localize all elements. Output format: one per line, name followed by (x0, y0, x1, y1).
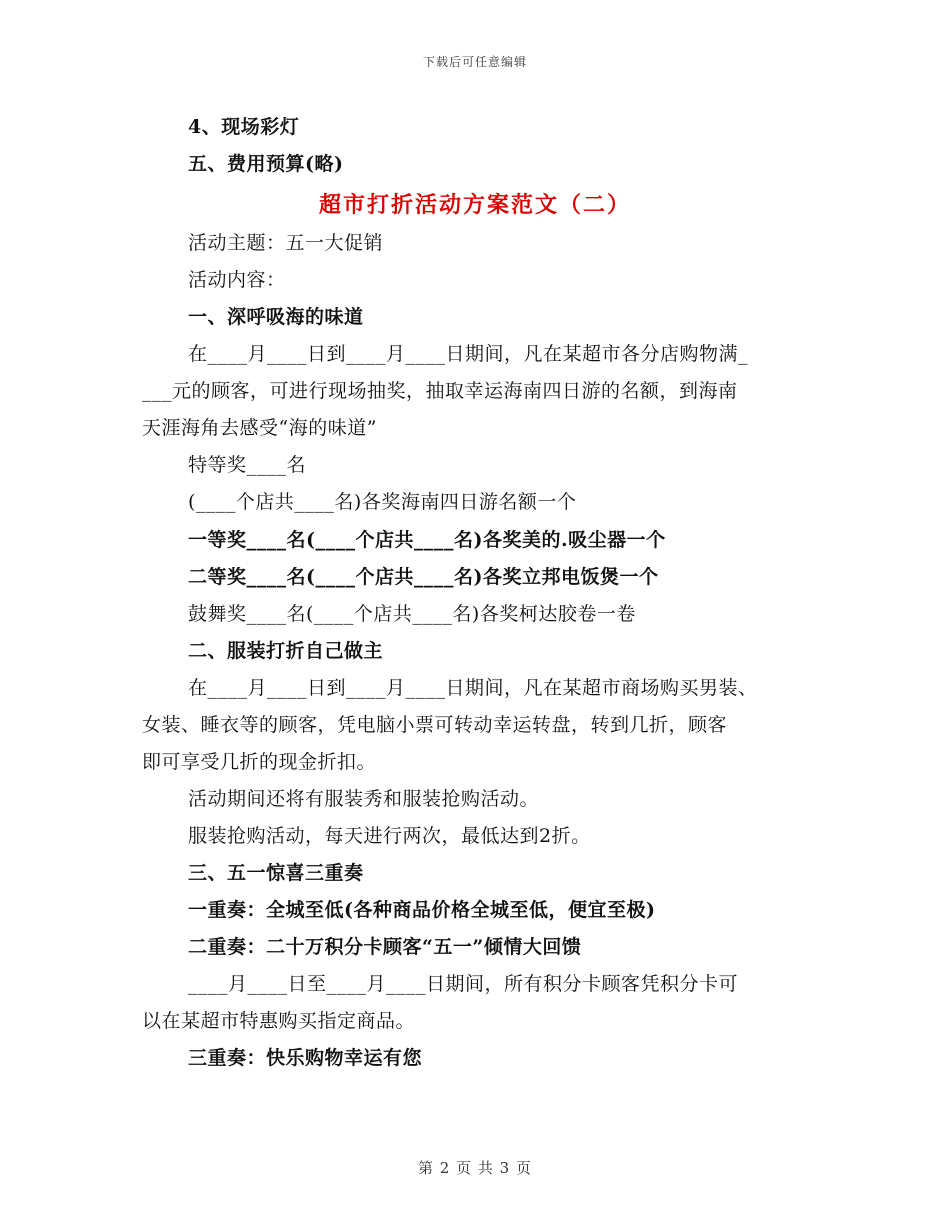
text-line: 二重奏：二十万积分卡顾客“五一”倾情大回馈 (188, 936, 582, 958)
document-title: 超市打折活动方案范文（二） (318, 192, 631, 218)
prize-line: 一等奖____名(____个店共____名)各奖美的.吸尘器一个 (188, 529, 666, 551)
text-line: 4、现场彩灯 (188, 116, 300, 138)
paragraph-line: 在____月____日到____月____日期间，凡在某超市各分店购物满_ (188, 343, 749, 365)
paragraph-line: ____月____日至____月____日期间，所有积分卡顾客凭积分卡可 (188, 973, 739, 995)
header-note: 下载后可任意编辑 (422, 55, 527, 69)
prize-line: 二等奖____名(____个店共____名)各奖立邦电饭煲一个 (188, 566, 659, 588)
paragraph-line: 即可享受几折的现金折扣。 (142, 751, 377, 773)
section-heading: 五、费用预算(略) (188, 153, 344, 175)
page-number: 第 2 页 共 3 页 (418, 1159, 532, 1177)
text-line: 一重奏：全城至低(各种商品价格全城至低，便宜至极) (188, 899, 656, 921)
text-line: 特等奖____名 (188, 454, 307, 476)
paragraph-line: 女装、睡衣等的顾客，凭电脑小票可转动幸运转盘，转到几折，顾客 (142, 714, 728, 736)
text-line: 活动期间还将有服装秀和服装抢购活动。 (188, 788, 540, 810)
paragraph-line: 天涯海角去感受“海的味道” (142, 417, 377, 439)
prize-line: 鼓舞奖____名(____个店共____名)各奖柯达胶卷一卷 (188, 603, 636, 625)
section-heading: 二、服装打折自己做主 (188, 640, 384, 662)
text-line: 活动内容： (188, 269, 286, 291)
paragraph-line: 以在某超市特惠购买指定商品。 (142, 1010, 416, 1032)
text-line: (____个店共____名)各奖海南四日游名额一个 (188, 491, 577, 513)
paragraph-line: 在____月____日到____月____日期间，凡在某超市商场购买男装、 (188, 677, 758, 699)
text-line: 三重奏：快乐购物幸运有您 (188, 1047, 423, 1069)
section-heading: 一、深呼吸海的味道 (188, 306, 364, 328)
section-heading: 三、五一惊喜三重奏 (188, 862, 364, 884)
text-line: 服装抢购活动，每天进行两次，最低达到2折。 (188, 825, 591, 847)
text-line: 活动主题：五一大促销 (188, 232, 384, 254)
paragraph-line: ___元的顾客，可进行现场抽奖，抽取幸运海南四日游的名额，到海南 (142, 380, 738, 402)
